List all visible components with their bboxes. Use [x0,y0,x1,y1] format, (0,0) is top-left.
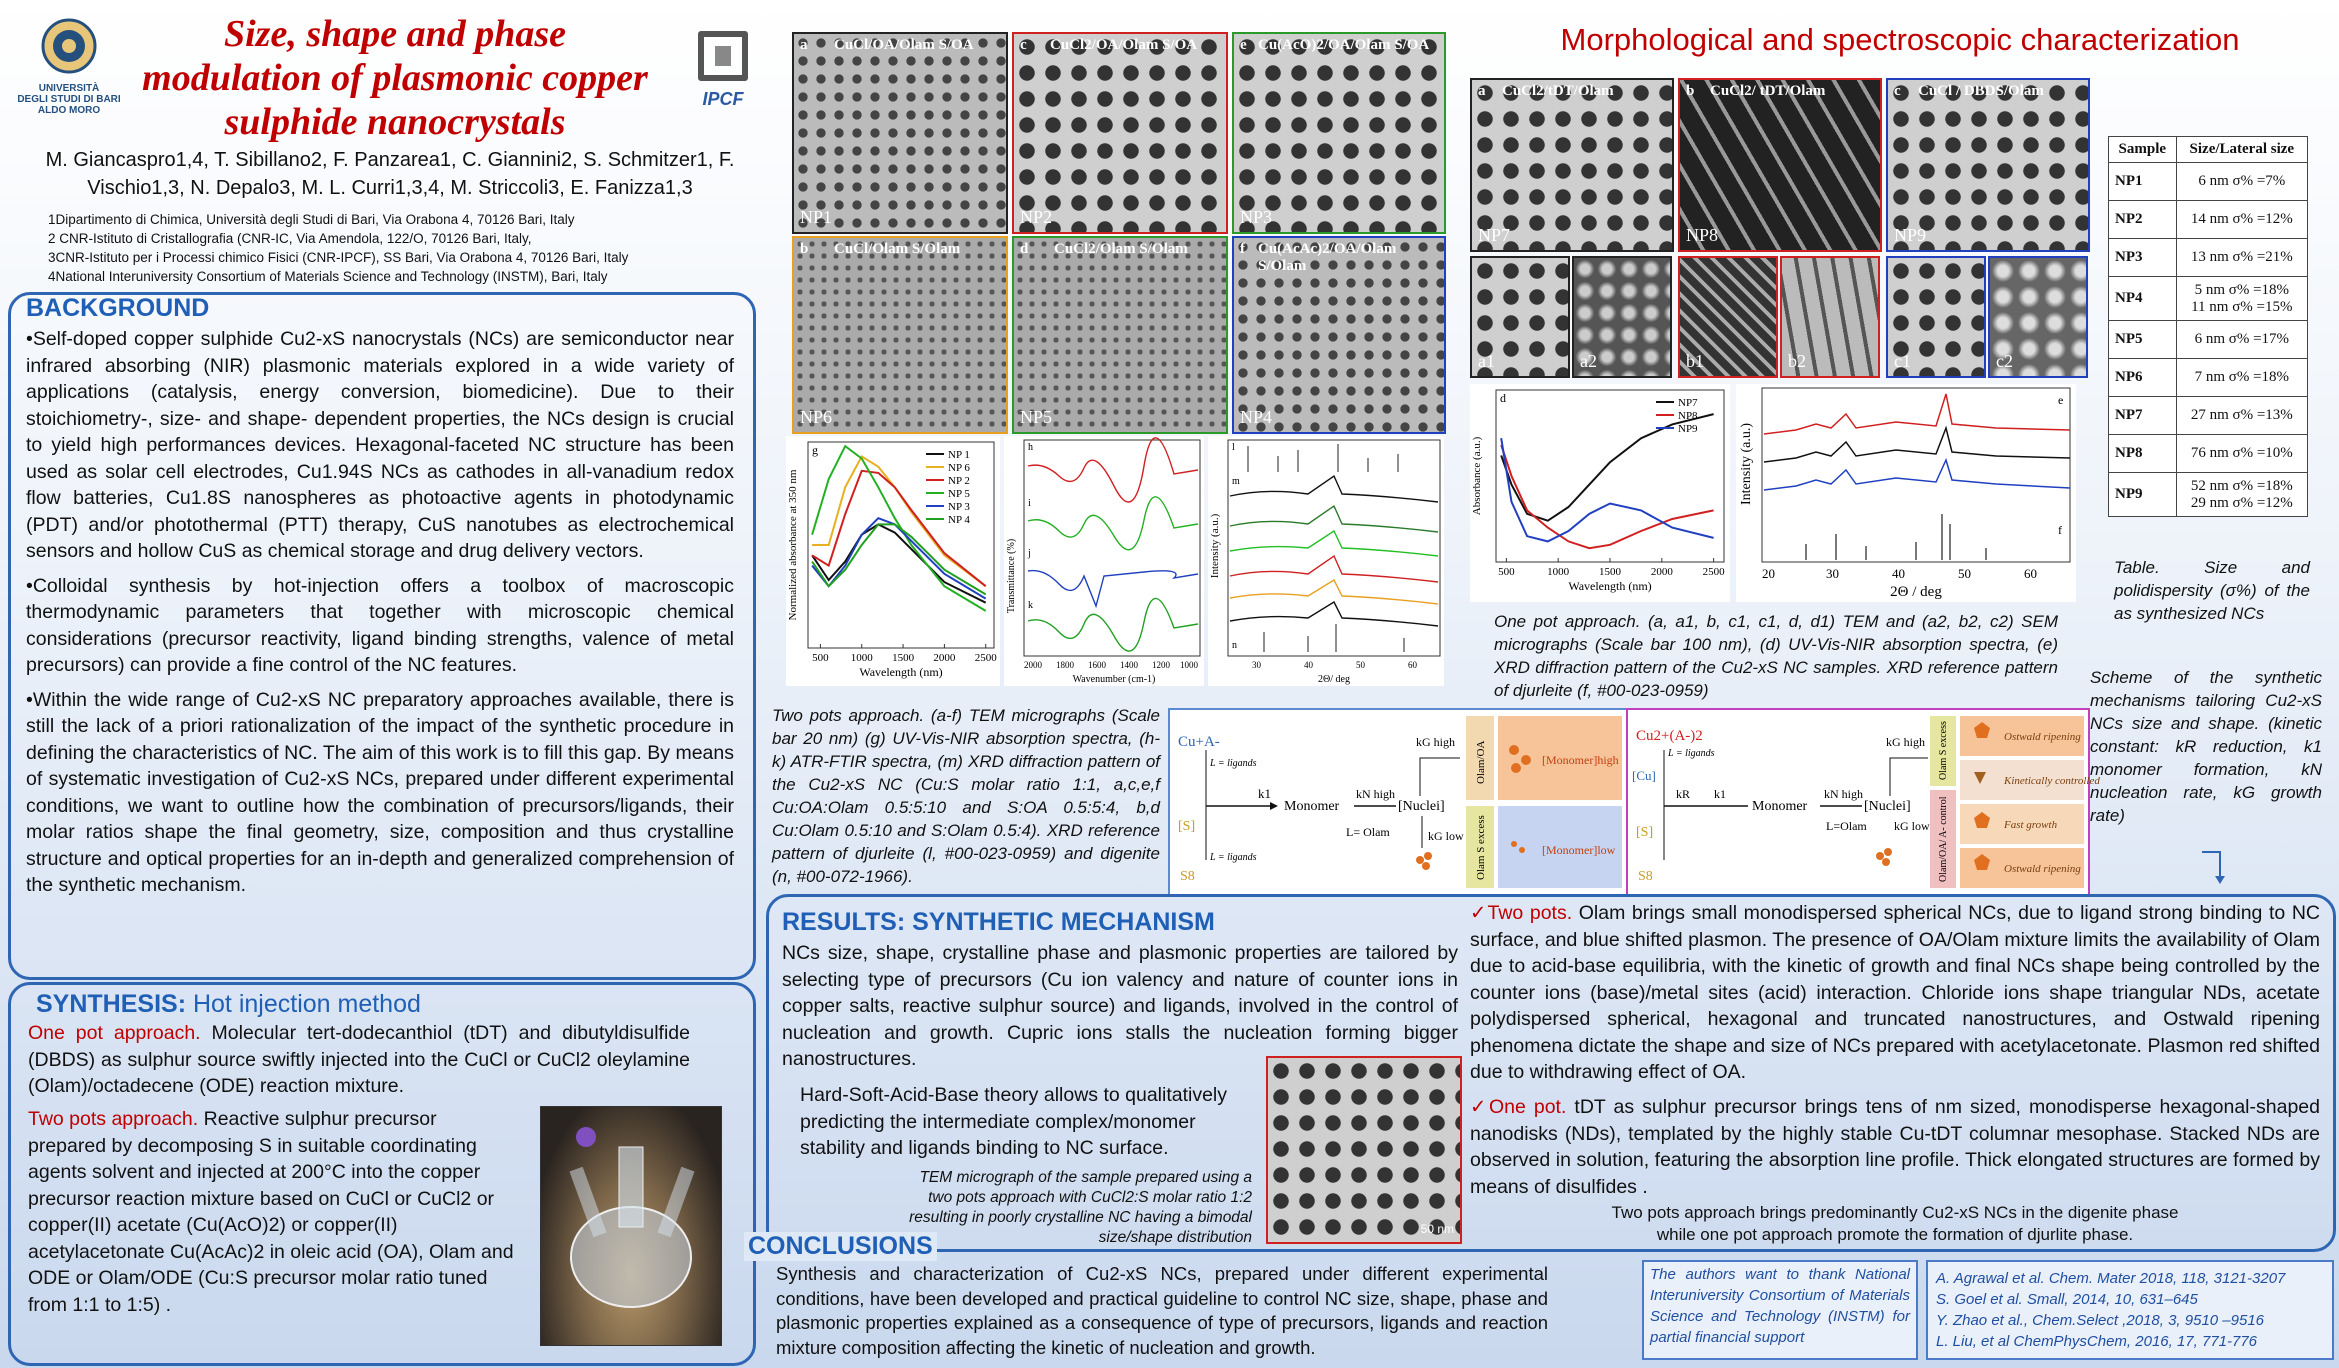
scheme-kn: kN high [1824,787,1863,801]
tem-label: CuCl2/OA/Olam S/OA [1050,37,1198,53]
table-row [2109,359,2308,397]
scheme-s8: S8 [1180,869,1195,884]
one-pot-caption: One pot approach. (a, a1, b, c1, c1, d, d1) TEM and (a2, b2, c2) SEM micrographs (Scale bar 100 nm), (d) UV-Vis-NIR absorption spectra, (e) XRD diffraction pattern of the Cu2-xS NC samples. XRD reference pattern of djurleite (f, #00-023-0959) [1494,612,2058,700]
nanoparticle-icon [1422,862,1430,870]
results-phase [1470,1202,2320,1246]
tem-label: CuCl2/ tDT/Olam [1710,83,1826,99]
panel-letter: g [812,443,818,457]
tem-letter: e [1240,37,1247,53]
tem-label: CuCl/OA/Olam S/OA [834,37,974,53]
results-tem-image [1266,1056,1462,1244]
table-row [2109,201,2308,239]
mechanism-scheme-cu1 [1170,710,1626,894]
synthesis-two-pots [28,1106,514,1318]
ftir-xtick: 1600 [1088,660,1106,670]
series-line-np3 [812,518,986,598]
ftir-letter-k: k [1028,600,1033,611]
xrd-letter-n: n [1232,640,1237,651]
tem-np: NP1 [800,207,833,227]
legend-label: NP 1 [948,449,970,461]
legend-label: NP 4 [948,514,970,526]
scheme-side1: Olam/OA [1475,740,1487,784]
x-axis-label: Wavelength (nm) [859,665,943,679]
scheme-precursor: Cu+A- [1178,734,1220,750]
tem-letter: d [1020,241,1029,257]
xrd-xtick: 50 [1356,660,1365,670]
xrd-xtick: 40 [1304,660,1313,670]
table-caption: Table. Size and polidispersity (σ%) of the as synthesized NCs [2114,558,2310,623]
affiliation-1: 1Dipartimento di Chimica, Università degli Studi di Bari, Via Orabona 4, 70126 Bari, Italy [48,212,575,227]
results-one-pot-label: One pot. [1488,1096,1567,1118]
xrd1-xlabel: 2Θ / deg [1890,584,1942,600]
xrd-line [1230,556,1438,582]
results-p1: NCs size, shape, crystalline phase and plasmonic properties are tailored by selecting type of precursors (Cu ion valency and nature of counter ions in copper salts, reactive sulphur source) and ligands, involved in the control of nucleation and growth. Cupric ions stalls the nucleation forming bigger nanostructures. [782,942,1458,1070]
scheme-k1: k1 [1714,787,1726,801]
two-pots-label: Two pots approach. [28,1108,199,1130]
one-pot-label: One pot approach. [28,1022,201,1044]
x-tick-label: 1500 [1599,566,1621,578]
affiliation-3: 3CNR-Istituto per i Processi chimico Fisici (CNR-IPCF), SS Bari, Via Orabona 4, 70126 Bari, Italy [48,250,629,265]
tem-label: CuCl/Olam S/Olam [834,241,961,257]
scheme-arrow [1420,758,1460,796]
xrd1-letter-f: f [2058,523,2062,537]
xrd-line [1230,580,1438,604]
xrd-line [1230,602,1438,626]
reference-4: L. Liu, et al ChemPhysChem, 2016, 17, 771-776 [1936,1333,2258,1350]
phase-line1: Two pots approach brings predominantly Cu2-xS NCs in the digenite phase [1611,1203,2179,1222]
xrd1-xtick: 30 [1826,566,1839,581]
results-one-pot [1470,1094,2320,1200]
affiliation-2: 2 CNR-Istituto di Cristallografia (CNR-IC, Via Amendola, 122/O, 70126 Bari, Italy, [48,231,532,246]
university-seal-icon [41,16,97,78]
xrd-ylabel: Intensity (a.u.) [1209,513,1221,579]
tem-letter: c [1020,37,1027,53]
xrd-xtick: 30 [1252,660,1261,670]
tem-np: NP2 [1020,207,1053,227]
phase-line2: while one pot approach promote the formation of djurlite phase. [1656,1225,2134,1244]
tem-letter: c [1894,83,1901,99]
scheme-outcome: Ostwald ripening [2004,863,2081,875]
tem-letter: a [800,37,808,53]
series-line-np9 [1501,438,1713,541]
tem-small-label: b2 [1788,351,1806,371]
scheme-caption: Scheme of the synthetic mechanisms tailoring Cu2-xS NCs size and shape. (kinetic constant: kR reduction, k1 monomer formation, kN nucleation rate, kG growth rate) [2090,668,2322,825]
scheme-monomer: Monomer [1284,799,1340,814]
x-tick-label: 500 [812,652,829,664]
tem-np: NP8 [1686,225,1719,245]
scheme-side2: Olam/OA/ A- control [1938,796,1949,882]
check-icon: ✓ [1470,1096,1489,1118]
tem-letter: b [800,241,809,257]
uni-logo-line1: UNIVERSITÀ [38,83,100,94]
plot-d-container [1470,384,1730,602]
check-icon: ✓ [1470,902,1488,924]
scheme-outcome: Kinetically controlled [2004,775,2100,787]
scheme-outcome: Fast growth [2004,819,2058,831]
references-box [1926,1260,2334,1360]
affiliation-4: 4National Interuniversity Consortium of Materials Science and Technology (INSTM), Bari, Italy [48,269,608,284]
scheme-outcome: Ostwald ripening [2004,731,2081,743]
tem-panel-np8 [1678,78,1882,252]
table-row [2109,397,2308,435]
table-cell: 14 nm σ% =12% [2176,201,2307,239]
sem-small-b2 [1780,256,1880,378]
acknowledgement-box [1642,1260,1918,1360]
x-tick-label: 2000 [1650,566,1673,578]
table-row [2109,239,2308,277]
tem-np: NP7 [1478,225,1511,245]
ftir-xtick: 2000 [1024,660,1042,670]
scheme-s: [S] [1636,825,1654,840]
legend-label: NP8 [1678,410,1698,422]
mechanism-scheme-cu2 [1628,710,2100,894]
ftir-line-j [1028,571,1198,606]
conclusions-text: Synthesis and characterization of Cu2-xS NCs, prepared under different experimental conditions, have been developed and practical guideline to control NC size, shape, phase and plasmonic properties explained as a consequence of type of precursors, ligands and reaction mixture composition affecting the kinetic of nucleation and growth. [776,1263,1548,1358]
scheme-ligands: L = ligands [1210,758,1257,769]
table-header: Size/Lateral size [2176,137,2307,163]
legend-label: NP7 [1678,397,1698,409]
table-cell: NP2 [2109,201,2177,239]
table-cell: NP3 [2109,239,2177,277]
xrd1-letter-e: e [2058,393,2064,407]
authors-line2: Vischio1,3, N. Depalo3, M. L. Curri1,3,4, M. Striccoli3, E. Fanizza1,3 [87,177,693,199]
results-p2: Hard-Soft-Acid-Base theory allows to qualitatively predicting the intermediate complex/monomer stability and ligands binding to NC surface. [800,1084,1228,1159]
scheme-s: [S] [1178,819,1196,834]
xrd-line [1230,476,1438,502]
ftir-line-i [1028,497,1198,550]
scheme-nuclei: [Nuclei] [1864,799,1911,814]
tem-small-a1 [1470,256,1570,378]
panel-letter: d [1500,391,1506,405]
ftir-line-k [1028,598,1198,651]
xrd-letter-m: m [1232,476,1240,487]
scheme-left [1168,708,1628,896]
ftir-xlabel: Wavenumber (cm-1) [1072,674,1156,685]
tem-panel-d [1012,236,1228,434]
tem-panel-np7 [1470,78,1674,252]
nanoparticle-icon [1416,856,1424,864]
series-line-np8 [1501,445,1713,548]
xrd1-xtick: 40 [1892,566,1905,581]
title-line2: modulation of plasmonic copper [142,57,648,99]
x-tick-label: 500 [1498,566,1515,578]
scheme-ligands: L = ligands [1210,852,1257,863]
table-cell: 76 nm σ% =10% [2176,435,2307,473]
results-two-pots-label: Two pots. [1487,902,1573,924]
sem-small-c2 [1988,256,2088,378]
tem-label: CuCl2/tDT/Olam [1502,83,1614,99]
two-pots-text: Reactive sulphur precursor prepared by decomposing S in suitable coordinating agents solvent and injected at 200°C into the copper precursor reaction mixture based on CuCl or CuCl2 or copper(II) acetate (Cu(AcO)2) or copper(II) acetylacetonate Cu(AcAc)2 in oleic acid (OA), Olam and ODE or Olam/ODE (Cu:S precursor molar ratio tuned from 1:1 to 1:5) . [28,1108,514,1316]
tem-np: NP6 [800,407,833,427]
scheme-cu: [Cu] [1632,768,1656,783]
scheme-kr: kR [1676,787,1691,801]
table-cell: 6 nm σ% =17% [2176,321,2307,359]
table-row [2109,163,2308,201]
table-cell: NP8 [2109,435,2177,473]
table-header: Sample [2109,137,2177,163]
authors-line1: M. Giancaspro1,4, T. Sibillano2, F. Panzarea1, C. Giannini2, S. Schmitzer1, F. [45,149,735,171]
scheme-kg-high: kG high [1416,735,1455,749]
results-two-pots-text: Olam brings small monodispersed spherical NCs, due to ligand strong binding to NC surface, and blue shifted plasmon. The presence of OA/Olam mixture limits the availability of Olam due to acid-base equilibria, with the kinetic of growth and final NCs shape being controlled by the counter ions (base)/metal sites (acid) interaction. Chloride ions shape triangular NDs, acetate polydispersed spherical, hexagonal and truncated nanostructures, and Ostwald ripening phenomena dictate the shape and size of NCs prepared with acetylacetonate. Plasmon red shifted due to withdrawing effect of OA. [1470,902,2320,1083]
x-axis-label: Wavelength (nm) [1568,579,1652,593]
table-row [2109,321,2308,359]
background-heading: BACKGROUND [26,294,210,322]
acknowledgement-text: The authors want to thank National Interuniversity Consortium of Materials Science and Technology (INSTM) for partial financial support [1650,1266,1910,1346]
xrd1-line-np8 [1764,394,2070,434]
tem-small-label: a1 [1478,351,1495,371]
reference-1: A. Agrawal et al. Chem. Mater 2018, 118, 3121-3207 [1936,1270,2286,1287]
legend-label: NP 2 [948,475,970,487]
tem-label: CuCl / DBDS/Olam [1918,83,2044,99]
scheme-kn: kN high [1356,787,1395,801]
table-cell: 27 nm σ% =13% [2176,397,2307,435]
xrd-line [1230,531,1438,556]
xrd-letter-l: l [1232,442,1235,453]
ftir-xtick: 1400 [1120,660,1138,670]
tem-np: NP9 [1894,225,1927,245]
xrd1-xtick: 60 [2024,566,2037,581]
tem-label: Cu(AcAc)2/OA/Olam S/Olam [1258,241,1397,274]
reference-2: S. Goel et al. Small, 2014, 10, 631–645 [1936,1291,2198,1308]
table-cell: NP9 [2109,473,2177,517]
nanoparticle-icon [1424,852,1432,860]
legend-label: NP 5 [948,488,970,500]
synthesis-heading-rest: Hot injection method [186,990,421,1018]
x-tick-label: 1500 [892,652,915,664]
scheme-right [1626,708,2100,896]
xrd-line [1230,506,1438,532]
xrd-chart-one-pot [1736,384,2076,602]
scheme-arrowhead [1270,802,1278,810]
scheme-res2: [Monomer]low [1542,843,1616,857]
results-heading: RESULTS: SYNTHETIC MECHANISM [782,908,1215,936]
xrd-chart-two-pots [1208,436,1444,686]
table-row [2109,277,2308,321]
x-tick-label: 2000 [933,652,956,664]
y-axis-label: Absorbance (a.u.) [1471,436,1483,516]
ftir-xtick: 1200 [1152,660,1170,670]
table-row [2109,473,2308,517]
plot-l-container [1208,436,1444,686]
scheme-monomer: Monomer [1752,799,1808,814]
tem-small-label: a2 [1580,351,1597,371]
tem-np: NP5 [1020,407,1053,427]
results-one-pot-text: tDT as sulphur precursor brings tens of nm sized, monodisperse hexagonal-shaped nanodisks (NDs), templated by the highly stable Cu-tDT columnar mesophase. Stacked NDs are observed in solution, featuring the absorption line profile. Thick elongated structures are formed by means of disulfides . [1470,1096,2320,1198]
scheme-nuclei: [Nuclei] [1398,799,1445,814]
x-tick-label: 1000 [850,652,873,664]
synthesis-heading-bold: SYNTHESIS: [36,990,187,1018]
tem-small-label: c2 [1996,351,2013,371]
scheme-k1: k1 [1258,786,1271,801]
background-paragraph-2: •Colloidal synthesis by hot-injection offers a toolbox of macroscopic thermodynamic parameters that together with microscopic chemical considerations (precursor reactivity, ligand binding strengths, valence of metal precursors) can provide a fine control of the NC features. [26,574,734,676]
tem-letter: b [1686,83,1695,99]
table-cell: NP4 [2109,277,2177,321]
tem-label: Cu(AcO)2/OA/Olam S/OA [1258,37,1430,53]
scheme-pointer-arrow [2200,848,2230,888]
table-cell: NP7 [2109,397,2177,435]
scheme-precursor: Cu2+(A-)2 [1636,728,1703,744]
y-axis-label: Normalized absorbance at 350 nm [787,469,799,621]
flask-icon [541,1107,721,1345]
scheme-kg-low: kG low [1428,829,1464,843]
background-text [26,326,734,899]
uv-vis-chart-two-pots [786,436,1000,686]
scheme-side2: Olam S excess [1475,815,1487,880]
sem-small-a2 [1572,256,1672,378]
tem-label: CuCl2/Olam S/Olam [1054,241,1188,257]
poster-title [110,12,680,144]
legend-label: NP 3 [948,501,970,513]
scale-bar-label: 50 nm [1420,1222,1454,1236]
xrd1-line-np9 [1764,460,2070,490]
tem-panel-f [1232,236,1446,434]
scheme-s8: S8 [1638,869,1653,884]
table-cell: 13 nm σ% =21% [2176,239,2307,277]
legend-label: NP 6 [948,462,970,474]
ftir-letter-i: i [1028,498,1031,509]
morph-heading: Morphological and spectroscopic characterization [1560,22,2240,57]
tem-panel-a [792,32,1008,234]
tem-np: NP4 [1240,407,1273,427]
two-pots-caption: Two pots approach. (a-f) TEM micrographs (Scale bar 20 nm) (g) UV-Vis-NIR absorption spectra, (h-k) ATR-FTIR spectra, (m) XRD diffraction pattern of the Cu2-xS NC (Cu:S molar ratio 1:1, a,c,e,f Cu:OA:Olam 0.5:5:10 and S:OA 0.5:5:4, b,d Cu:Olam 0.5:10 and S:Olam 0.5:4). XRD reference pattern of djurleite (l, #00-023-0959) and digenite (n, #00-072-1966). [772,706,1160,886]
cnr-logo-icon [693,24,753,90]
ftir-letter-h: h [1028,442,1033,453]
university-logo [14,16,124,126]
tem-small-c1 [1886,256,1986,378]
plot-h-container [1004,436,1204,686]
table-row [2109,435,2308,473]
cnr-ipcf-logo [688,24,758,124]
ftir-xtick: 1000 [1180,660,1198,670]
synthesis-one-pot [28,1020,690,1100]
table-cell: NP6 [2109,359,2177,397]
xrd1-xtick: 20 [1762,566,1775,581]
background-paragraph-3: •Within the wide range of Cu2-xS NC preparatory approaches available, there is still the lack of a priori rationalization of the impact of the synthetic procedure in defining the characteristics of NC. The aim of this work is to fill this gap. By means of systematic investigation of Cu2-xS NCs, prepared under different experimental conditions, we want to outline how the combination of precursors/ligands, their molar ratios shape the final geometry, size, composition and thus crystalline structure and optical properties for an in-depth and generalized comprehension of the synthetic mechanism. [26,688,734,896]
xrd1-line-np7 [1764,428,2070,462]
scheme-kg-low: kG low [1894,819,1930,833]
ipcf-logo-text: IPCF [702,89,744,109]
tem-grid-one-pot [1470,78,2090,378]
reaction-flask-photo [540,1106,722,1346]
table-cell: NP5 [2109,321,2177,359]
scheme-side1: Olam S excess [1938,721,1949,780]
authors [30,146,750,202]
plot-g-container [786,436,1000,686]
results-two-pots [1470,900,2320,1086]
size-table-wrap [2108,136,2308,517]
table-cell: 6 nm σ% =7% [2176,163,2307,201]
uni-logo-line3: ALDO MORO [37,105,101,116]
ftir-letter-j: j [1028,548,1031,559]
tem-letter: f [1240,241,1245,257]
tem-small-b1 [1678,256,1778,378]
scheme-lolam: L= Olam [1346,825,1390,839]
table-cell: NP1 [2109,163,2177,201]
table-cell: 7 nm σ% =18% [2176,359,2307,397]
plot-e-container [1736,384,2076,602]
tem-panel-np9 [1886,78,2090,252]
reference-3: Y. Zhao et al., Chem.Select ,2018, 3, 9510 –9516 [1936,1312,2265,1329]
tem-small-label: c1 [1894,351,1911,371]
x-tick-label: 1000 [1547,566,1570,578]
scheme-ligands: L = ligands [1668,748,1715,759]
x-tick-label: 2500 [974,652,997,664]
one-pot-text: Molecular tert-dodecanthiol (tDT) and dibutyldisulfide (DBDS) as sulphur source swiftly injected into the CuCl or CuCl2 oleylamine (Olam)/octadecene (ODE) reaction mixture. [28,1022,690,1097]
scheme-res1: [Monomer]high [1542,753,1619,767]
ftir-ylabel: Transmittance (%) [1006,538,1017,614]
affiliations [48,210,748,286]
results-tem-caption: TEM micrograph of the sample prepared using a two pots approach with CuCl2:S molar ratio 1:2 resulting in poorly crystalline NC having a bimodal size/shape distribution [909,1169,1252,1246]
scheme-lolam: L=Olam [1826,819,1867,833]
synthesis-heading [36,990,421,1019]
legend-label: NP9 [1678,423,1698,435]
scheme-arrow [1890,758,1928,796]
uni-logo-line2: DEGLI STUDI DI BARI [17,94,121,105]
tem-letter: a [1478,83,1486,99]
x-tick-label: 2500 [1702,566,1725,578]
table-cell: 5 nm σ% =18% 11 nm σ% =15% [2176,277,2307,321]
title-line1: Size, shape and phase [223,13,567,55]
title-line3: sulphide nanocrystals [224,101,566,143]
xrd-xtick: 60 [1408,660,1417,670]
tem-small-label: b1 [1686,351,1704,371]
tem-panel-b [792,236,1008,434]
xrd-xlabel: 2Θ/ deg [1318,674,1350,685]
ftir-xtick: 1800 [1056,660,1074,670]
tem-grid-two-pots [790,30,1446,430]
conclusions-heading: CONCLUSIONS [744,1232,937,1261]
uv-vis-chart-one-pot [1470,384,1730,602]
ftir-chart [1004,436,1204,686]
table-cell: 52 nm σ% =18% 29 nm σ% =12% [2176,473,2307,517]
ftir-line-h [1028,438,1198,502]
xrd1-ylabel: Intensity (a.u.) [1739,422,1754,506]
tem-np: NP3 [1240,207,1273,227]
scheme-kg-high: kG high [1886,735,1925,749]
tem-panel-c [1012,32,1228,234]
background-paragraph-1: •Self-doped copper sulphide Cu2-xS nanocrystals (NCs) are semiconductor near infrared absorbing (NIR) plasmonic materials explored in a wide variety of applications (catalysis, energy conversion, biomedicine). Due to their stoichiometry-, size- and shape- dependent properties, the NCs design is crucial to yield high performances devices. Hexagonal-faceted NC structure has been used as solar cell electrodes, Cu1.94S NCs as cathodes in all-vanadium redox flow batteries, Cu1.8S nanospheres as photoactive agents in photodynamic (PDT) and/or photothermal (PTT) therapy, CuS nanotubes as electrochemical sensors and hollow CuS as chemical storage and drug delivery vectors. [26,328,734,562]
tem-panel-e [1232,32,1446,234]
size-table [2108,136,2308,517]
xrd1-xtick: 50 [1958,566,1971,581]
